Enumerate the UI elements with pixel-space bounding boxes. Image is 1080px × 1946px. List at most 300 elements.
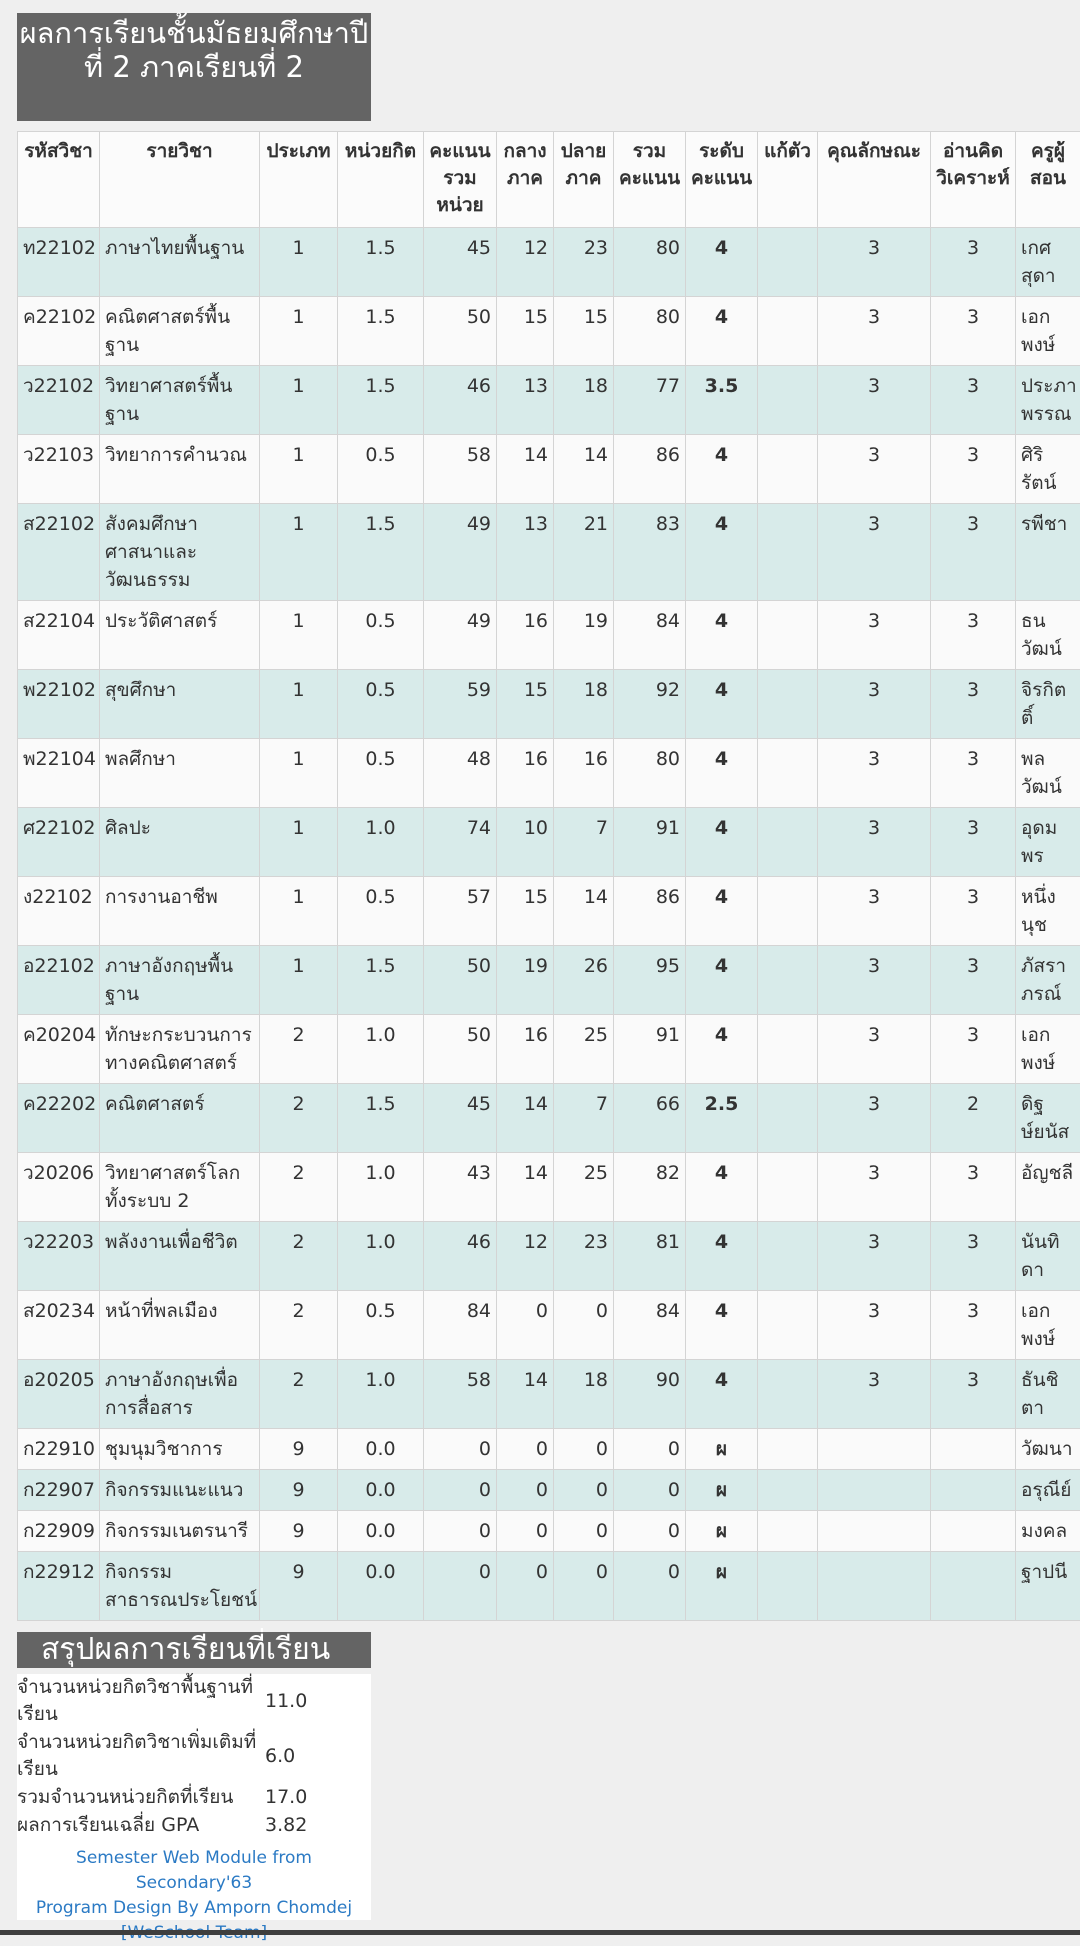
cell-trait: 3 <box>818 366 931 435</box>
summary-label: รวมจำนวนหน่วยกิตที่เรียน <box>17 1784 262 1811</box>
cell-grade: ผ <box>686 1511 758 1552</box>
cell-midterm: 0 <box>497 1511 554 1552</box>
header-reading: อ่านคิดวิเคราะห์ <box>931 132 1016 228</box>
cell-unit-score: 50 <box>424 1015 497 1084</box>
cell-midterm: 0 <box>497 1470 554 1511</box>
cell-code: ท22102 <box>18 228 100 297</box>
cell-teacher: วัฒนา <box>1016 1429 1080 1470</box>
cell-midterm: 10 <box>497 808 554 877</box>
cell-subject: หน้าที่พลเมือง <box>100 1291 260 1360</box>
cell-unit-score: 45 <box>424 1084 497 1153</box>
table-row <box>18 739 1080 808</box>
table-row <box>18 877 1080 946</box>
cell-teacher: ภัสราภรณ์ <box>1016 946 1080 1015</box>
cell-retake <box>758 877 818 946</box>
cell-unit-score: 0 <box>424 1470 497 1511</box>
cell-total: 77 <box>614 366 686 435</box>
summary-basic-credits <box>17 1674 371 1728</box>
cell-grade: 4 <box>686 1291 758 1360</box>
header-unit-score: คะแนนรวมหน่วย <box>424 132 497 228</box>
cell-type: 1 <box>260 601 338 670</box>
cell-total: 0 <box>614 1429 686 1470</box>
cell-final: 14 <box>554 877 614 946</box>
cell-teacher: ดิฐษ์ยนัส <box>1016 1084 1080 1153</box>
cell-teacher: จิรกิตติ์ <box>1016 670 1080 739</box>
cell-retake <box>758 1084 818 1153</box>
cell-reading: 3 <box>931 739 1016 808</box>
cell-total: 0 <box>614 1552 686 1621</box>
cell-type: 2 <box>260 1084 338 1153</box>
cell-grade: 4 <box>686 808 758 877</box>
cell-trait: 3 <box>818 739 931 808</box>
cell-grade: 3.5 <box>686 366 758 435</box>
cell-midterm: 15 <box>497 670 554 739</box>
cell-reading: 2 <box>931 1084 1016 1153</box>
cell-trait: 3 <box>818 1015 931 1084</box>
cell-midterm: 0 <box>497 1429 554 1470</box>
cell-code: ค22102 <box>18 297 100 366</box>
cell-type: 9 <box>260 1429 338 1470</box>
cell-type: 2 <box>260 1015 338 1084</box>
cell-unit-score: 49 <box>424 601 497 670</box>
cell-final: 23 <box>554 228 614 297</box>
cell-unit-score: 49 <box>424 504 497 601</box>
cell-midterm: 15 <box>497 297 554 366</box>
cell-retake <box>758 1470 818 1511</box>
header-code: รหัสวิชา <box>18 132 100 228</box>
footer-line[interactable]: Program Design By Amporn Chomdej <box>17 1896 371 1921</box>
summary-value: 6.0 <box>265 1743 295 1770</box>
cell-code: ส22104 <box>18 601 100 670</box>
header-retake: แก้ตัว <box>758 132 818 228</box>
cell-unit-score: 74 <box>424 808 497 877</box>
cell-code: ค22202 <box>18 1084 100 1153</box>
cell-retake <box>758 1429 818 1470</box>
cell-subject: คณิตศาสตร์ <box>100 1084 260 1153</box>
cell-final: 18 <box>554 670 614 739</box>
cell-total: 80 <box>614 228 686 297</box>
cell-final: 25 <box>554 1015 614 1084</box>
summary-label: จำนวนหน่วยกิตวิชาเพิ่มเติมที่เรียน <box>17 1729 262 1783</box>
cell-unit-score: 46 <box>424 366 497 435</box>
cell-trait: 3 <box>818 1153 931 1222</box>
cell-code: อ20205 <box>18 1360 100 1429</box>
summary-panel <box>17 1674 371 1920</box>
cell-retake <box>758 946 818 1015</box>
cell-unit-score: 57 <box>424 877 497 946</box>
cell-retake <box>758 1360 818 1429</box>
cell-midterm: 14 <box>497 435 554 504</box>
cell-unit-score: 45 <box>424 228 497 297</box>
header-midterm: กลางภาค <box>497 132 554 228</box>
cell-trait <box>818 1511 931 1552</box>
cell-total: 95 <box>614 946 686 1015</box>
header-total: รวมคะแนน <box>614 132 686 228</box>
cell-trait: 3 <box>818 1360 931 1429</box>
cell-grade: 4 <box>686 670 758 739</box>
cell-unit-score: 0 <box>424 1429 497 1470</box>
summary-label: จำนวนหน่วยกิตวิชาพื้นฐานที่เรียน <box>17 1674 262 1728</box>
header-credit: หน่วยกิต <box>338 132 424 228</box>
cell-type: 1 <box>260 297 338 366</box>
cell-unit-score: 50 <box>424 297 497 366</box>
cell-credit: 0.5 <box>338 877 424 946</box>
cell-final: 21 <box>554 504 614 601</box>
table-row <box>18 366 1080 435</box>
cell-midterm: 0 <box>497 1552 554 1621</box>
cell-credit: 0.0 <box>338 1511 424 1552</box>
cell-unit-score: 0 <box>424 1511 497 1552</box>
cell-retake <box>758 297 818 366</box>
cell-final: 0 <box>554 1429 614 1470</box>
cell-reading: 3 <box>931 297 1016 366</box>
summary-value: 3.82 <box>265 1812 307 1839</box>
cell-midterm: 16 <box>497 601 554 670</box>
cell-grade: ผ <box>686 1429 758 1470</box>
grades-table <box>17 131 1080 1621</box>
cell-final: 18 <box>554 1360 614 1429</box>
cell-final: 0 <box>554 1470 614 1511</box>
cell-subject: ประวัติศาสตร์ <box>100 601 260 670</box>
cell-subject: พลศึกษา <box>100 739 260 808</box>
cell-final: 7 <box>554 808 614 877</box>
cell-grade: 4 <box>686 297 758 366</box>
cell-teacher: เอกพงษ์ <box>1016 1291 1080 1360</box>
cell-credit: 0.5 <box>338 601 424 670</box>
cell-subject: วิทยาการคำนวณ <box>100 435 260 504</box>
cell-retake <box>758 228 818 297</box>
grades-table-body <box>18 228 1080 1621</box>
cell-credit: 1.5 <box>338 228 424 297</box>
cell-credit: 1.5 <box>338 504 424 601</box>
cell-code: พ22102 <box>18 670 100 739</box>
cell-retake <box>758 1222 818 1291</box>
cell-grade: 4 <box>686 946 758 1015</box>
cell-type: 1 <box>260 946 338 1015</box>
cell-code: ศ22102 <box>18 808 100 877</box>
cell-code: ก22907 <box>18 1470 100 1511</box>
page-title-text: ผลการเรียนชั้นมัธยมศึกษาปีที่ 2 ภาคเรียนที่ 2 <box>20 16 369 84</box>
cell-midterm: 13 <box>497 504 554 601</box>
cell-type: 1 <box>260 504 338 601</box>
cell-code: ก22912 <box>18 1552 100 1621</box>
cell-grade: 4 <box>686 601 758 670</box>
cell-grade: ผ <box>686 1552 758 1621</box>
cell-total: 91 <box>614 808 686 877</box>
cell-total: 83 <box>614 504 686 601</box>
cell-total: 86 <box>614 435 686 504</box>
summary-label: ผลการเรียนเฉลี่ย GPA <box>17 1812 262 1839</box>
summary-additional-credits <box>17 1729 371 1783</box>
cell-teacher: พลวัฒน์ <box>1016 739 1080 808</box>
cell-subject: พลังงานเพื่อชีวิต <box>100 1222 260 1291</box>
cell-midterm: 19 <box>497 946 554 1015</box>
cell-subject: ภาษาอังกฤษพื้นฐาน <box>100 946 260 1015</box>
cell-midterm: 16 <box>497 739 554 808</box>
cell-retake <box>758 1015 818 1084</box>
header-teacher: ครูผู้สอน <box>1016 132 1080 228</box>
cell-grade: ผ <box>686 1470 758 1511</box>
cell-reading: 3 <box>931 366 1016 435</box>
cell-teacher: ศิริรัตน์ <box>1016 435 1080 504</box>
cell-subject: วิทยาศาสตร์พื้นฐาน <box>100 366 260 435</box>
cell-type: 2 <box>260 1291 338 1360</box>
cell-subject: ภาษาอังกฤษเพื่อการสื่อสาร <box>100 1360 260 1429</box>
cell-midterm: 13 <box>497 366 554 435</box>
cell-grade: 4 <box>686 1360 758 1429</box>
table-row <box>18 670 1080 739</box>
cell-code: ก22910 <box>18 1429 100 1470</box>
cell-final: 14 <box>554 435 614 504</box>
cell-grade: 4 <box>686 504 758 601</box>
cell-midterm: 12 <box>497 228 554 297</box>
cell-midterm: 14 <box>497 1360 554 1429</box>
table-row <box>18 504 1080 601</box>
header-type: ประเภท <box>260 132 338 228</box>
cell-type: 2 <box>260 1360 338 1429</box>
cell-midterm: 12 <box>497 1222 554 1291</box>
cell-type: 1 <box>260 670 338 739</box>
cell-total: 66 <box>614 1084 686 1153</box>
cell-reading <box>931 1552 1016 1621</box>
cell-code: ว20206 <box>18 1153 100 1222</box>
cell-credit: 0.5 <box>338 739 424 808</box>
summary-title <box>17 1632 371 1668</box>
header-trait: คุณลักษณะ <box>818 132 931 228</box>
cell-retake <box>758 1153 818 1222</box>
cell-trait: 3 <box>818 1222 931 1291</box>
cell-credit: 1.0 <box>338 1360 424 1429</box>
cell-subject: กิจกรรมสาธารณประโยชน์ <box>100 1552 260 1621</box>
cell-teacher: อรุณีย์ <box>1016 1470 1080 1511</box>
cell-type: 9 <box>260 1511 338 1552</box>
cell-retake <box>758 1291 818 1360</box>
header-subject: รายวิชา <box>100 132 260 228</box>
cell-unit-score: 0 <box>424 1552 497 1621</box>
cell-subject: คณิตศาสตร์พื้นฐาน <box>100 297 260 366</box>
cell-trait <box>818 1429 931 1470</box>
cell-grade: 4 <box>686 1222 758 1291</box>
cell-final: 26 <box>554 946 614 1015</box>
cell-reading: 3 <box>931 1222 1016 1291</box>
cell-code: ก22909 <box>18 1511 100 1552</box>
cell-midterm: 14 <box>497 1153 554 1222</box>
cell-reading: 3 <box>931 1360 1016 1429</box>
cell-unit-score: 59 <box>424 670 497 739</box>
cell-trait: 3 <box>818 504 931 601</box>
cell-credit: 1.5 <box>338 366 424 435</box>
cell-midterm: 16 <box>497 1015 554 1084</box>
cell-subject: ทักษะกระบวนการทางคณิตศาสตร์ <box>100 1015 260 1084</box>
cell-credit: 0.5 <box>338 670 424 739</box>
cell-teacher: ธันชิตา <box>1016 1360 1080 1429</box>
cell-trait <box>818 1470 931 1511</box>
cell-code: ว22102 <box>18 366 100 435</box>
cell-final: 0 <box>554 1552 614 1621</box>
cell-code: ว22203 <box>18 1222 100 1291</box>
cell-credit: 0.0 <box>338 1470 424 1511</box>
cell-grade: 4 <box>686 739 758 808</box>
table-row <box>18 1015 1080 1084</box>
cell-reading: 3 <box>931 228 1016 297</box>
cell-reading: 3 <box>931 1291 1016 1360</box>
cell-total: 0 <box>614 1511 686 1552</box>
cell-type: 1 <box>260 808 338 877</box>
header-final: ปลายภาค <box>554 132 614 228</box>
summary-total-credits <box>17 1784 371 1811</box>
cell-subject: ศิลปะ <box>100 808 260 877</box>
cell-type: 2 <box>260 1222 338 1291</box>
summary-value: 17.0 <box>265 1784 307 1811</box>
summary-title-text: สรุปผลการเรียนที่เรียน <box>41 1632 330 1667</box>
cell-teacher: เอกพงษ์ <box>1016 297 1080 366</box>
cell-teacher: รพีชา <box>1016 504 1080 601</box>
cell-teacher: นันทิดา <box>1016 1222 1080 1291</box>
cell-code: ง22102 <box>18 877 100 946</box>
cell-trait: 3 <box>818 946 931 1015</box>
table-row <box>18 946 1080 1015</box>
table-row <box>18 435 1080 504</box>
footer-line[interactable]: Semester Web Module from Secondary'63 <box>17 1846 371 1896</box>
cell-trait: 3 <box>818 228 931 297</box>
cell-midterm: 14 <box>497 1084 554 1153</box>
table-row <box>18 1360 1080 1429</box>
cell-final: 0 <box>554 1511 614 1552</box>
cell-teacher: ฐาปนี <box>1016 1552 1080 1621</box>
cell-subject: กิจกรรมแนะแนว <box>100 1470 260 1511</box>
cell-final: 25 <box>554 1153 614 1222</box>
cell-trait: 3 <box>818 670 931 739</box>
cell-subject: กิจกรรมเนตรนารี <box>100 1511 260 1552</box>
cell-final: 19 <box>554 601 614 670</box>
cell-credit: 1.0 <box>338 1222 424 1291</box>
cell-reading <box>931 1470 1016 1511</box>
cell-trait: 3 <box>818 601 931 670</box>
cell-grade: 4 <box>686 877 758 946</box>
cell-teacher: อุดมพร <box>1016 808 1080 877</box>
cell-final: 15 <box>554 297 614 366</box>
cell-trait: 3 <box>818 297 931 366</box>
cell-retake <box>758 808 818 877</box>
cell-credit: 1.0 <box>338 1153 424 1222</box>
cell-code: พ22104 <box>18 739 100 808</box>
cell-total: 80 <box>614 297 686 366</box>
table-row <box>18 1511 1080 1552</box>
cell-credit: 1.5 <box>338 1084 424 1153</box>
cell-type: 9 <box>260 1470 338 1511</box>
cell-reading <box>931 1511 1016 1552</box>
cell-credit: 1.5 <box>338 946 424 1015</box>
table-row <box>18 1429 1080 1470</box>
cell-retake <box>758 601 818 670</box>
cell-code: ว22103 <box>18 435 100 504</box>
cell-unit-score: 84 <box>424 1291 497 1360</box>
cell-type: 1 <box>260 877 338 946</box>
cell-type: 1 <box>260 228 338 297</box>
cell-grade: 4 <box>686 435 758 504</box>
cell-reading: 3 <box>931 1015 1016 1084</box>
cell-subject: สังคมศึกษา ศาสนาและวัฒนธรรม <box>100 504 260 601</box>
cell-subject: ชุมนุมวิชาการ <box>100 1429 260 1470</box>
header-grade: ระดับคะแนน <box>686 132 758 228</box>
summary-gpa <box>17 1812 371 1839</box>
cell-retake <box>758 739 818 808</box>
table-row <box>18 1291 1080 1360</box>
cell-final: 7 <box>554 1084 614 1153</box>
table-row <box>18 1084 1080 1153</box>
cell-subject: วิทยาศาสตร์โลกทั้งระบบ 2 <box>100 1153 260 1222</box>
cell-unit-score: 58 <box>424 1360 497 1429</box>
cell-teacher: มงคล <box>1016 1511 1080 1552</box>
cell-subject: ภาษาไทยพื้นฐาน <box>100 228 260 297</box>
cell-trait: 3 <box>818 877 931 946</box>
cell-trait: 3 <box>818 1291 931 1360</box>
cell-reading: 3 <box>931 504 1016 601</box>
cell-trait: 3 <box>818 435 931 504</box>
cell-midterm: 15 <box>497 877 554 946</box>
table-header-row <box>18 132 1080 228</box>
cell-credit: 0.0 <box>338 1552 424 1621</box>
cell-type: 1 <box>260 366 338 435</box>
cell-credit: 0.5 <box>338 435 424 504</box>
cell-reading <box>931 1429 1016 1470</box>
cell-credit: 0.0 <box>338 1429 424 1470</box>
cell-teacher: เกศสุดา <box>1016 228 1080 297</box>
cell-unit-score: 46 <box>424 1222 497 1291</box>
cell-retake <box>758 1552 818 1621</box>
cell-total: 84 <box>614 601 686 670</box>
cell-midterm: 0 <box>497 1291 554 1360</box>
cell-code: อ22102 <box>18 946 100 1015</box>
table-row <box>18 808 1080 877</box>
cell-subject: การงานอาชีพ <box>100 877 260 946</box>
cell-retake <box>758 504 818 601</box>
cell-reading: 3 <box>931 435 1016 504</box>
cell-type: 2 <box>260 1153 338 1222</box>
cell-type: 1 <box>260 435 338 504</box>
table-row <box>18 1552 1080 1621</box>
table-row <box>18 1153 1080 1222</box>
cell-teacher: ประภาพรรณ <box>1016 366 1080 435</box>
cell-grade: 2.5 <box>686 1084 758 1153</box>
cell-total: 82 <box>614 1153 686 1222</box>
cell-unit-score: 43 <box>424 1153 497 1222</box>
bottom-bar <box>0 1930 1080 1935</box>
cell-reading: 3 <box>931 946 1016 1015</box>
cell-total: 81 <box>614 1222 686 1291</box>
cell-teacher: เอกพงษ์ <box>1016 1015 1080 1084</box>
cell-subject: สุขศึกษา <box>100 670 260 739</box>
cell-retake <box>758 435 818 504</box>
table-row <box>18 1222 1080 1291</box>
summary-value: 11.0 <box>265 1688 307 1715</box>
cell-trait: 3 <box>818 1084 931 1153</box>
cell-grade: 4 <box>686 1015 758 1084</box>
cell-credit: 1.0 <box>338 808 424 877</box>
cell-credit: 1.5 <box>338 297 424 366</box>
cell-final: 18 <box>554 366 614 435</box>
cell-unit-score: 50 <box>424 946 497 1015</box>
cell-teacher: หนึ่งนุช <box>1016 877 1080 946</box>
cell-code: ส20234 <box>18 1291 100 1360</box>
cell-teacher: ธนวัฒน์ <box>1016 601 1080 670</box>
cell-total: 84 <box>614 1291 686 1360</box>
cell-total: 92 <box>614 670 686 739</box>
cell-type: 1 <box>260 739 338 808</box>
cell-total: 80 <box>614 739 686 808</box>
cell-reading: 3 <box>931 670 1016 739</box>
cell-total: 91 <box>614 1015 686 1084</box>
